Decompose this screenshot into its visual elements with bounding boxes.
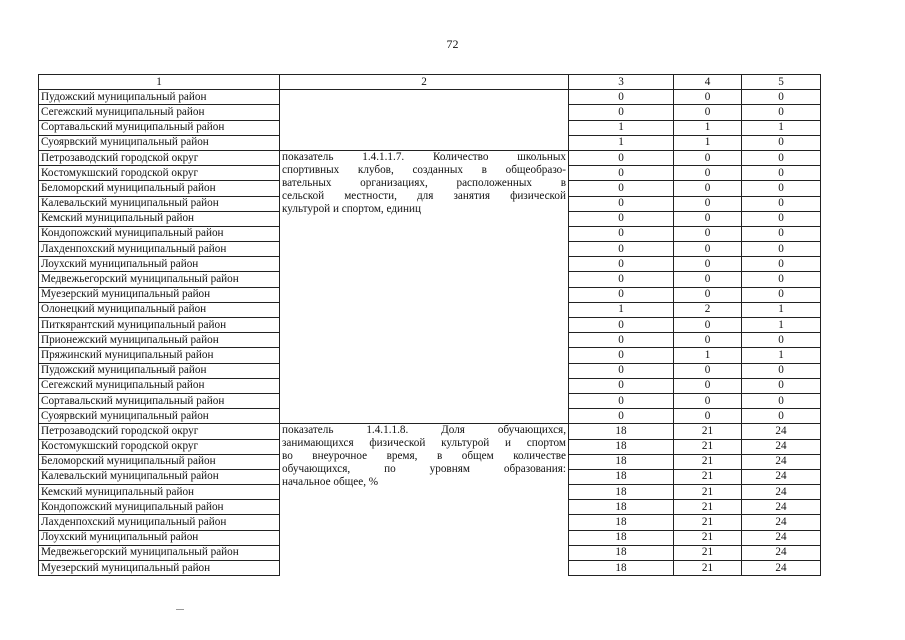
year-value: 0 [569, 242, 674, 257]
indicator-text-line: обучающихся, по уровням образования: [282, 463, 566, 476]
year-value: 1 [674, 120, 742, 135]
municipality-name: Калевальский муниципальный район [39, 469, 280, 484]
year-value: 24 [742, 424, 821, 439]
year-value: 0 [742, 272, 821, 287]
year-value: 0 [674, 242, 742, 257]
table-body [39, 90, 821, 576]
year-value: 21 [674, 424, 742, 439]
year-value: 21 [674, 454, 742, 469]
year-value: 0 [569, 150, 674, 165]
year-value: 1 [742, 318, 821, 333]
year-value: 0 [742, 90, 821, 105]
municipality-name: Медвежьегорский муниципальный район [39, 272, 280, 287]
year-value: 1 [674, 348, 742, 363]
year-value: 1 [742, 348, 821, 363]
year-value: 0 [569, 166, 674, 181]
year-value: 0 [569, 333, 674, 348]
year-value: 0 [742, 363, 821, 378]
year-value: 0 [674, 272, 742, 287]
municipality-name: Лахденпохский муниципальный район [39, 242, 280, 257]
year-value: 1 [569, 120, 674, 135]
header-cell: 3 [569, 75, 674, 90]
year-value: 21 [674, 500, 742, 515]
table-header-row [39, 75, 821, 90]
year-value: 0 [569, 181, 674, 196]
year-value: 0 [742, 393, 821, 408]
municipality-name: Беломорский муниципальный район [39, 454, 280, 469]
year-value: 18 [569, 424, 674, 439]
year-value: 18 [569, 485, 674, 500]
year-value: 0 [742, 181, 821, 196]
municipality-name: Пудожский муниципальный район [39, 90, 280, 105]
year-value: 0 [674, 181, 742, 196]
year-value: 0 [569, 287, 674, 302]
year-value: 21 [674, 545, 742, 560]
year-value: 18 [569, 545, 674, 560]
header-cell: 2 [280, 75, 569, 90]
indicator-text-line: показатель 1.4.1.1.8. Доля обучающихся, [282, 424, 566, 437]
header-cell: 1 [39, 75, 280, 90]
year-value: 0 [742, 378, 821, 393]
year-value: 18 [569, 561, 674, 576]
year-value: 2 [674, 302, 742, 317]
year-value: 21 [674, 530, 742, 545]
municipality-name: Лахденпохский муниципальный район [39, 515, 280, 530]
year-value: 0 [674, 333, 742, 348]
indicator-text-line: занимающихся физической культурой и спортом [282, 437, 566, 450]
municipality-name: Муезерский муниципальный район [39, 287, 280, 302]
year-value: 1 [569, 135, 674, 150]
year-value: 18 [569, 530, 674, 545]
municipality-name: Пудожский муниципальный район [39, 363, 280, 378]
indicator-text-line: спортивных клубов, созданных в общеобразо- [282, 163, 566, 176]
municipality-name: Сортавальский муниципальный район [39, 120, 280, 135]
year-value: 0 [674, 166, 742, 181]
year-value: 24 [742, 515, 821, 530]
year-value: 0 [569, 409, 674, 424]
year-value: 21 [674, 469, 742, 484]
year-value: 1 [674, 135, 742, 150]
municipality-name: Лоухский муниципальный район [39, 257, 280, 272]
year-value: 0 [742, 211, 821, 226]
year-value: 0 [674, 409, 742, 424]
year-value: 0 [742, 150, 821, 165]
year-value: 0 [742, 196, 821, 211]
year-value: 0 [569, 393, 674, 408]
year-value: 0 [674, 363, 742, 378]
indicator-description [280, 424, 569, 576]
year-value: 24 [742, 454, 821, 469]
table-row [39, 150, 821, 165]
year-value: 1 [569, 302, 674, 317]
header-cell: 5 [742, 75, 821, 90]
indicator-description [280, 150, 569, 423]
municipality-name: Прионежский муниципальный район [39, 333, 280, 348]
municipality-name: Олонецкий муниципальный район [39, 302, 280, 317]
year-value: 24 [742, 561, 821, 576]
year-value: 0 [569, 196, 674, 211]
indicator-text-line: вательных организациях, расположенных в [282, 176, 566, 189]
indicator-table [38, 74, 821, 576]
municipality-name: Суоярвский муниципальный район [39, 409, 280, 424]
indicator-text-line: показатель 1.4.1.1.7. Количество школьных [282, 150, 566, 163]
year-value: 0 [742, 166, 821, 181]
municipality-name: Медвежьегорский муниципальный район [39, 545, 280, 560]
year-value: 0 [742, 135, 821, 150]
year-value: 0 [742, 409, 821, 424]
year-value: 21 [674, 561, 742, 576]
year-value: 18 [569, 500, 674, 515]
year-value: 0 [742, 105, 821, 120]
year-value: 0 [569, 318, 674, 333]
year-value: 0 [742, 333, 821, 348]
year-value: 24 [742, 485, 821, 500]
year-value: 0 [674, 378, 742, 393]
municipality-name: Муезерский муниципальный район [39, 561, 280, 576]
page-number: 72 [446, 37, 459, 51]
year-value: 0 [674, 150, 742, 165]
year-value: 1 [742, 120, 821, 135]
municipality-name: Питкярантский муниципальный район [39, 318, 280, 333]
municipality-name: Сегежский муниципальный район [39, 105, 280, 120]
year-value: 24 [742, 500, 821, 515]
year-value: 24 [742, 469, 821, 484]
year-value: 21 [674, 485, 742, 500]
page-mark [176, 609, 184, 610]
year-value: 24 [742, 439, 821, 454]
indicator-text-line: сельской местности, для занятия физической [282, 189, 566, 202]
municipality-name: Петрозаводский городской округ [39, 424, 280, 439]
year-value: 0 [674, 211, 742, 226]
municipality-name: Пряжинский муниципальный район [39, 348, 280, 363]
year-value: 0 [569, 378, 674, 393]
municipality-name: Калевальский муниципальный район [39, 196, 280, 211]
indicator-text-line: начальное общее, % [282, 476, 379, 489]
year-value: 0 [569, 105, 674, 120]
table-row [39, 90, 821, 105]
year-value: 0 [674, 287, 742, 302]
year-value: 0 [569, 257, 674, 272]
year-value: 18 [569, 469, 674, 484]
year-value: 18 [569, 439, 674, 454]
year-value: 18 [569, 454, 674, 469]
year-value: 0 [742, 242, 821, 257]
header-cell: 4 [674, 75, 742, 90]
year-value: 0 [569, 90, 674, 105]
municipality-name: Петрозаводский городской округ [39, 150, 280, 165]
indicator-text-line: культурой и спортом, единиц [282, 202, 421, 215]
municipality-name: Сортавальский муниципальный район [39, 393, 280, 408]
year-value: 24 [742, 545, 821, 560]
year-value: 24 [742, 530, 821, 545]
municipality-name: Костомукшский городской округ [39, 166, 280, 181]
year-value: 0 [674, 105, 742, 120]
year-value: 0 [569, 211, 674, 226]
municipality-name: Лоухский муниципальный район [39, 530, 280, 545]
table-row [39, 424, 821, 439]
municipality-name: Кемский муниципальный район [39, 485, 280, 500]
year-value: 21 [674, 515, 742, 530]
year-value: 0 [674, 393, 742, 408]
year-value: 0 [674, 226, 742, 241]
municipality-name: Кондопожский муниципальный район [39, 226, 280, 241]
year-value: 0 [742, 287, 821, 302]
municipality-name: Беломорский муниципальный район [39, 181, 280, 196]
indicator-text-line: во внеурочное время, в общем количестве [282, 450, 566, 463]
municipality-name: Суоярвский муниципальный район [39, 135, 280, 150]
year-value: 0 [569, 226, 674, 241]
year-value: 21 [674, 439, 742, 454]
year-value: 0 [674, 257, 742, 272]
year-value: 0 [569, 348, 674, 363]
year-value: 0 [674, 318, 742, 333]
year-value: 0 [742, 257, 821, 272]
year-value: 18 [569, 515, 674, 530]
year-value: 0 [742, 226, 821, 241]
indicator-description [280, 90, 569, 151]
year-value: 0 [569, 363, 674, 378]
municipality-name: Кондопожский муниципальный район [39, 500, 280, 515]
year-value: 0 [674, 196, 742, 211]
municipality-name: Сегежский муниципальный район [39, 378, 280, 393]
year-value: 1 [742, 302, 821, 317]
year-value: 0 [569, 272, 674, 287]
municipality-name: Кемский муниципальный район [39, 211, 280, 226]
municipality-name: Костомукшский городской округ [39, 439, 280, 454]
year-value: 0 [674, 90, 742, 105]
